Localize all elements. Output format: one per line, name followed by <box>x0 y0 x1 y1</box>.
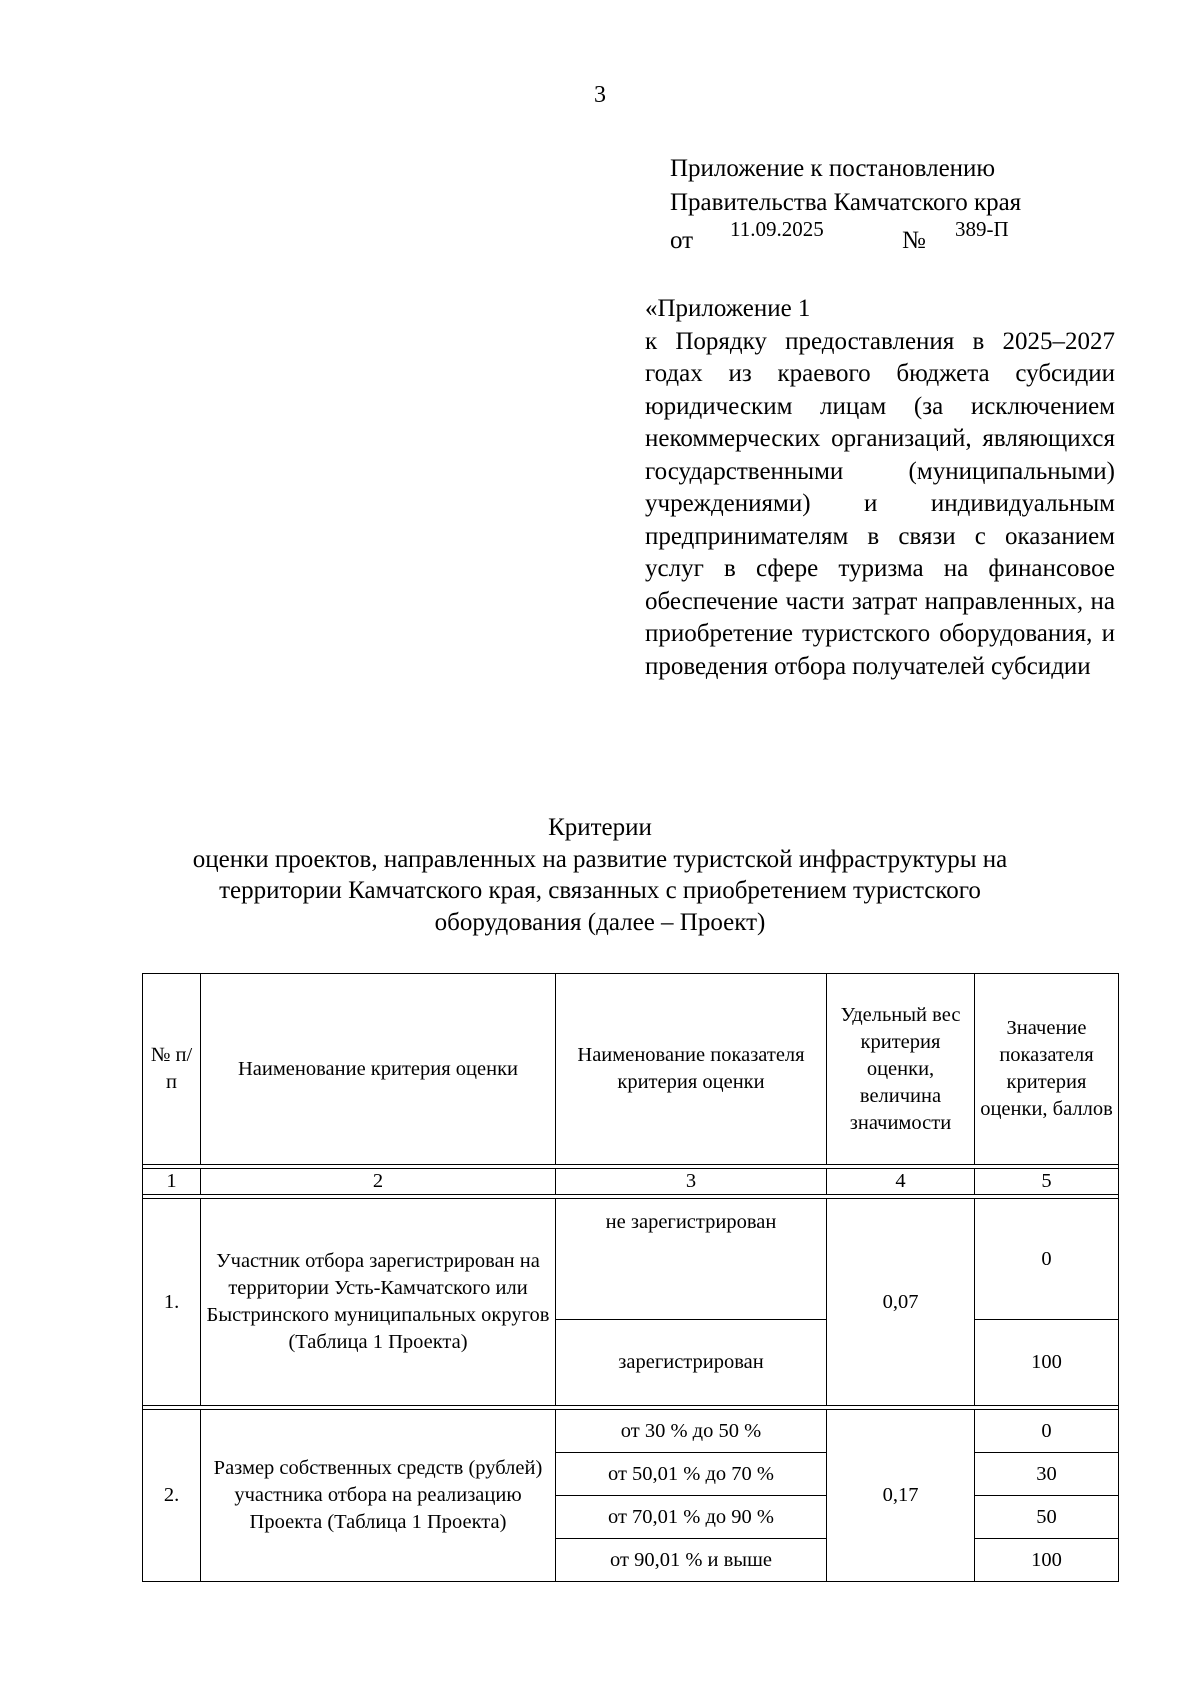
indicator-label: от 30 % до 50 % <box>556 1410 827 1453</box>
date-prefix: от <box>670 227 694 254</box>
column-number: 3 <box>556 1169 827 1195</box>
row-number: 2. <box>143 1410 201 1582</box>
appendix-date: 11.09.2025 <box>730 217 824 241</box>
indicator-score: 0 <box>975 1199 1119 1320</box>
indicator-score: 50 <box>975 1496 1119 1539</box>
header-score: Значение показателя критерия оценки, баллов <box>975 974 1119 1165</box>
indicator-score: 100 <box>975 1539 1119 1582</box>
criterion-weight: 0,07 <box>827 1199 975 1406</box>
header-weight: Удельный вес критерия оценки, величина значимости <box>827 974 975 1165</box>
column-number: 1 <box>143 1169 201 1195</box>
indicator-score: 100 <box>975 1320 1119 1406</box>
indicator-label: от 90,01 % и выше <box>556 1539 827 1582</box>
column-number: 4 <box>827 1169 975 1195</box>
criterion-name: Участник отбора зарегистрирован на территории Усть-Камчатского или Быстринского муниципальных округов (Таблица 1 Проекта) <box>201 1199 556 1406</box>
table-row <box>143 1199 1119 1320</box>
table-header-row <box>143 974 1119 1165</box>
indicator-label: не зарегистрирован <box>556 1199 827 1320</box>
criterion-name: Размер собственных средств (рублей) участника отбора на реализацию Проекта (Таблица 1 Проекта) <box>201 1410 556 1582</box>
header-number: № п/п <box>143 974 201 1165</box>
title-line-2: оценки проектов, направленных на развитие туристской инфраструктуры на <box>192 845 1008 873</box>
row-number: 1. <box>143 1199 201 1406</box>
title-line-4: оборудования (далее – Проект) <box>434 908 766 936</box>
appendix-line-1: Приложение к постановлению <box>670 155 996 182</box>
appendix-date-line <box>670 217 1021 260</box>
number-sign: № <box>902 227 926 254</box>
appendix-number: 389-П <box>955 217 1009 241</box>
header-criterion: Наименование критерия оценки <box>201 974 556 1165</box>
indicator-label: от 50,01 % до 70 % <box>556 1453 827 1496</box>
title-line-1: Критерии <box>548 814 652 841</box>
appendix-line-2: Правительства Камчатского края <box>670 189 1022 216</box>
table-row <box>143 1410 1119 1453</box>
column-number: 5 <box>975 1169 1119 1195</box>
header-indicator: Наименование показателя критерия оценки <box>556 974 827 1165</box>
appendix-header <box>670 152 1021 260</box>
page-number: 3 <box>594 82 606 108</box>
column-number: 2 <box>201 1169 556 1195</box>
reference-title: «Приложение 1 <box>645 295 811 322</box>
column-numbers-row <box>143 1169 1119 1195</box>
indicator-score: 30 <box>975 1453 1119 1496</box>
document-title <box>100 812 1100 938</box>
reference-block <box>645 293 1115 683</box>
indicator-label: от 70,01 % до 90 % <box>556 1496 827 1539</box>
criterion-weight: 0,17 <box>827 1410 975 1582</box>
indicator-score: 0 <box>975 1410 1119 1453</box>
reference-text: к Порядку предоставления в 2025–2027 годах из краевого бюджета субсидии юридическим лицам (за исключением некоммерческих организаций, являющихся государственными (муниципальными) учреждениями) и индивидуальным предпринимателям в связи с оказанием услуг в сфере туризма на финансовое обеспечение части затрат направленных, на приобретение туристского оборудования, и проведения отбора получателей субсидии <box>645 327 1115 680</box>
indicator-label: зарегистрирован <box>556 1320 827 1406</box>
title-line-3: территории Камчатского края, связанных с приобретением туристского <box>219 877 981 904</box>
criteria-table <box>142 973 1119 1582</box>
